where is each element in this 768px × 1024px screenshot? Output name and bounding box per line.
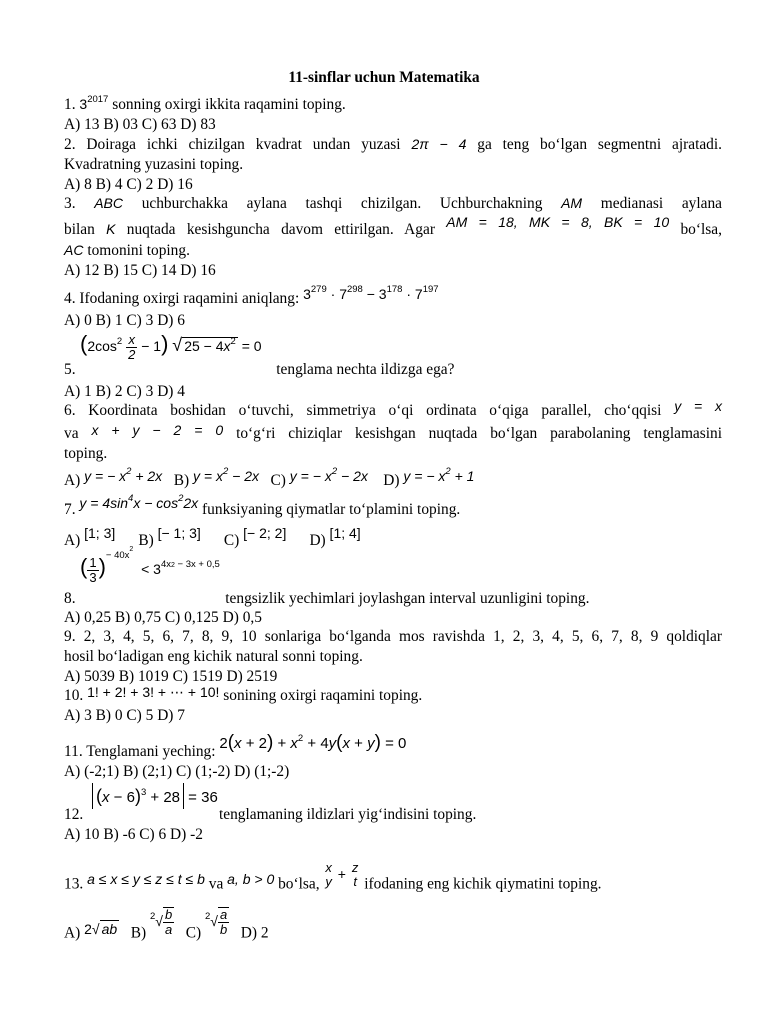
question-10-answers: A) 3 B) 0 C) 5 D) 7: [64, 707, 185, 724]
question-6: 6. Koordinata boshidan o‘tuvchi, simmetriya o‘qi ordinata o‘qiga parallel, cho‘qqisi y = x: [64, 398, 722, 419]
question-7-answers: A) [1; 3] B) [− 1; 3] C) [− 2; 2] D) [1; 4]: [64, 525, 361, 549]
question-9: 9. 2, 3, 4, 5, 6, 7, 8, 9, 10 sonlariga bo‘lganda mos ravishda 1, 2, 3, 4, 5, 6, 7, 8, 9 qoldiqlar: [64, 628, 722, 645]
question-6-line-2: va x + y − 2 = 0 to‘g‘ri chiziqlar kesishgan nuqtada bo‘lgan parabolaning tenglamasini: [64, 422, 722, 442]
question-3-answers: A) 12 B) 15 C) 14 D) 16: [64, 262, 216, 279]
formula: 2π − 4: [411, 136, 467, 152]
question-3-line-3: AC tomonini toping.: [64, 242, 190, 259]
question-8: 8. tengsizlik yechimlari joylashgan interval uzunligini toping.: [64, 590, 590, 607]
question-1-answers: A) 13 B) 03 C) 63 D) 83: [64, 116, 216, 133]
formula: $(x - 6)^3 + 28 = 36$: [92, 789, 218, 806]
question-10: 10. 1! + 2! + 3! + ⋯ + 10! sonining oxirgi raqamini toping.: [64, 684, 423, 704]
question-2: 2. Doiraga ichki chizilgan kvadrat undan yuzasi 2π − 4 ga teng bo‘lgan segmentni ajratadi.: [64, 136, 722, 153]
question-4: 4. Ifodaning oxirgi raqamini aniqlang: $3^{279} \cdot 7^{298} - 3^{178} \cdot 7^{197}$: [64, 284, 439, 307]
question-12: 12. tenglamaning ildizlari yig‘indisini toping.: [64, 806, 477, 823]
question-9-answers: A) 5039 B) 1019 C) 1519 D) 2519: [64, 668, 278, 685]
question-3-line-2: bilan K nuqtada kesishguncha davom ettirilgan. Agar AM = 18, MK = 8, BK = 10 bo‘lsa,: [64, 214, 722, 238]
question-11-answers: A) (-2;1) B) (2;1) C) (1;-2) D) (1;-2): [64, 763, 290, 780]
question-11: 11. Tenglamani yeching: $2(x + 2) + x^2 + 4y(x + y) = 0$: [64, 732, 407, 760]
question-6-answers: A) y = − $x^2 + 2x$ B) $y = x^2 - 2x$ C) y = − $x^2 - 2x$ D) y = − $x^2 + 1$: [64, 466, 475, 489]
formula: $2(x + 2) + x^2 + 4y(x + y) = 0$: [219, 732, 407, 753]
question-8-answers: A) 0,25 B) 0,75 C) 0,125 D) 0,5: [64, 609, 262, 626]
formula: $3^{279} \cdot 7^{298} - 3^{178} \cdot 7^{197}$: [303, 284, 439, 302]
question-6-line-3: toping.: [64, 445, 108, 462]
question-1: 1. $3^{2017}$ sonning oxirgi ikkita raqamini toping.: [64, 94, 346, 113]
question-3: 3. ABC uchburchakka aylana tashqi chizilgan. Uchburchakning AM medianasi aylana: [64, 195, 722, 212]
question-5: 5. tenglama nechta ildizga ega?: [64, 361, 455, 378]
question-12-answers: A) 10 B) -6 C) 6 D) -2: [64, 826, 203, 843]
question-13-answers: A) 2√ ab B) $^2$√ $\frac{b}{a}$ C) $^2$√ $\frac{a}{b}$ D) 2: [64, 907, 269, 942]
formula: 1! + 2! + 3! + ⋯ + 10!: [87, 684, 220, 700]
formula: a ≤ x ≤ y ≤ z ≤ t ≤ b: [87, 870, 205, 887]
page-title: 11-sinflar uchun Matematika: [288, 69, 480, 86]
formula: $y = 4\sin^4x - \cos^22x$: [79, 493, 199, 511]
question-4-answers: A) 0 B) 1 C) 3 D) 6: [64, 312, 185, 329]
formula: ($2\cos^2$ $\frac{x}{2}$ − 1) √ $25 - 4x^2 = 0$: [80, 331, 262, 362]
question-2-line-2: Kvadratning yuzasini toping.: [64, 156, 244, 173]
question-2-answers: A) 8 B) 4 C) 2 D) 16: [64, 176, 193, 193]
question-9-line-2: hosil bo‘ladigan eng kichik natural sonni toping.: [64, 648, 363, 665]
formula: AM = 18, MK = 8, BK = 10: [446, 214, 670, 230]
question-13: 13. a ≤ x ≤ y ≤ z ≤ t ≤ b va a, b > 0 bo‘lsa, x y + z t ifodaning eng kichik qiymatini toping.: [64, 860, 602, 893]
formula: ( $\frac{1}{3}$ )$^{- 40x^2} < 3^{4x2 - 3x + 0,5}$: [80, 546, 220, 585]
question-7: 7. $y = 4\sin^4x - \cos^22x$ funksiyaning qiymatlar to‘plamini toping.: [64, 493, 461, 518]
question-5-answers: A) 1 B) 2 C) 3 D) 4: [64, 383, 185, 400]
